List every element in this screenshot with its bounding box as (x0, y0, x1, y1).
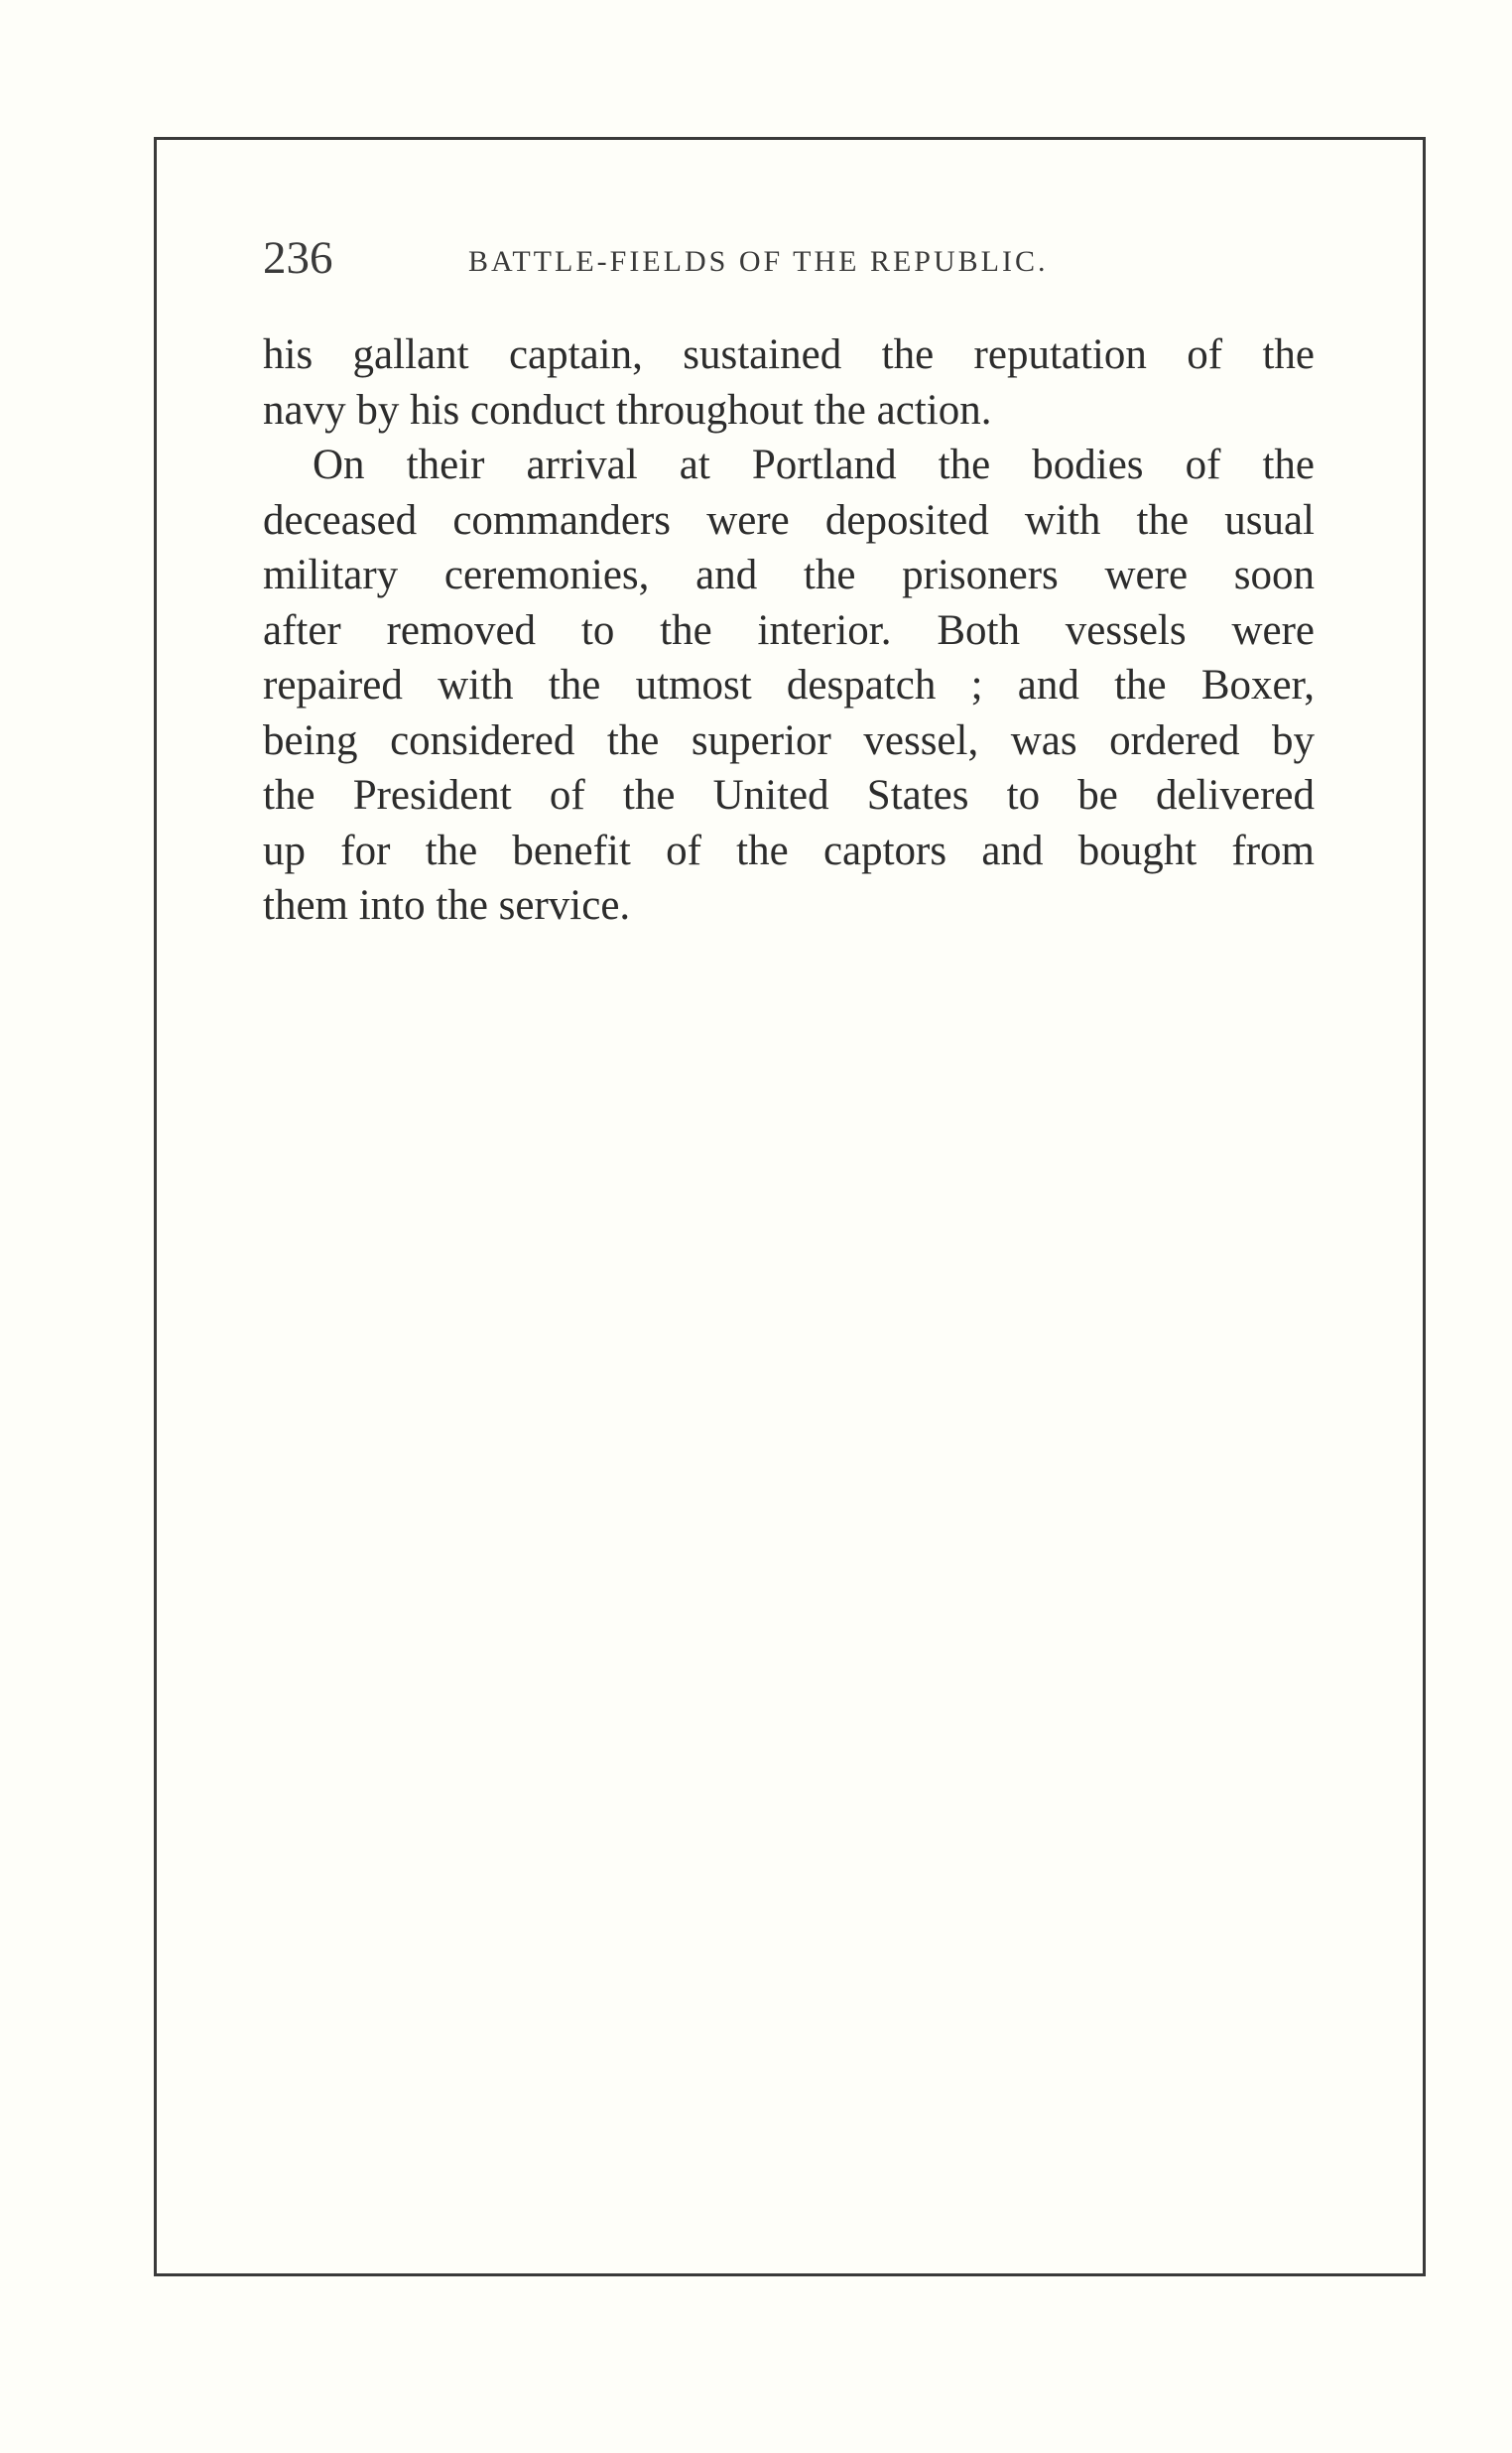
text-line: his gallant captain, sustained the reputation of the (263, 331, 1315, 378)
body-text (263, 327, 1315, 934)
text-line: being considered the superior vessel, was ordered by (263, 716, 1315, 764)
text-line: repaired with the utmost despatch ; and the Boxer, (263, 662, 1315, 709)
page-number: 236 (263, 232, 333, 284)
text-line: deceased commanders were deposited with the usual (263, 496, 1315, 544)
text-line: up for the benefit of the captors and bought from (263, 827, 1315, 874)
running-head (263, 228, 1315, 288)
text-line: military ceremonies, and the prisoners were soon (263, 552, 1315, 598)
running-title: BATTLE-FIELDS OF THE REPUBLIC. (468, 245, 1049, 278)
text-line: navy by his conduct throughout the action. (263, 386, 992, 434)
text-line: On their arrival at Portland the bodies of the (313, 442, 1315, 488)
text-line: the President of the United States to be delivered (263, 772, 1315, 819)
text-line: after removed to the interior. Both vessels were (263, 606, 1315, 654)
text-line: them into the service. (263, 882, 631, 929)
